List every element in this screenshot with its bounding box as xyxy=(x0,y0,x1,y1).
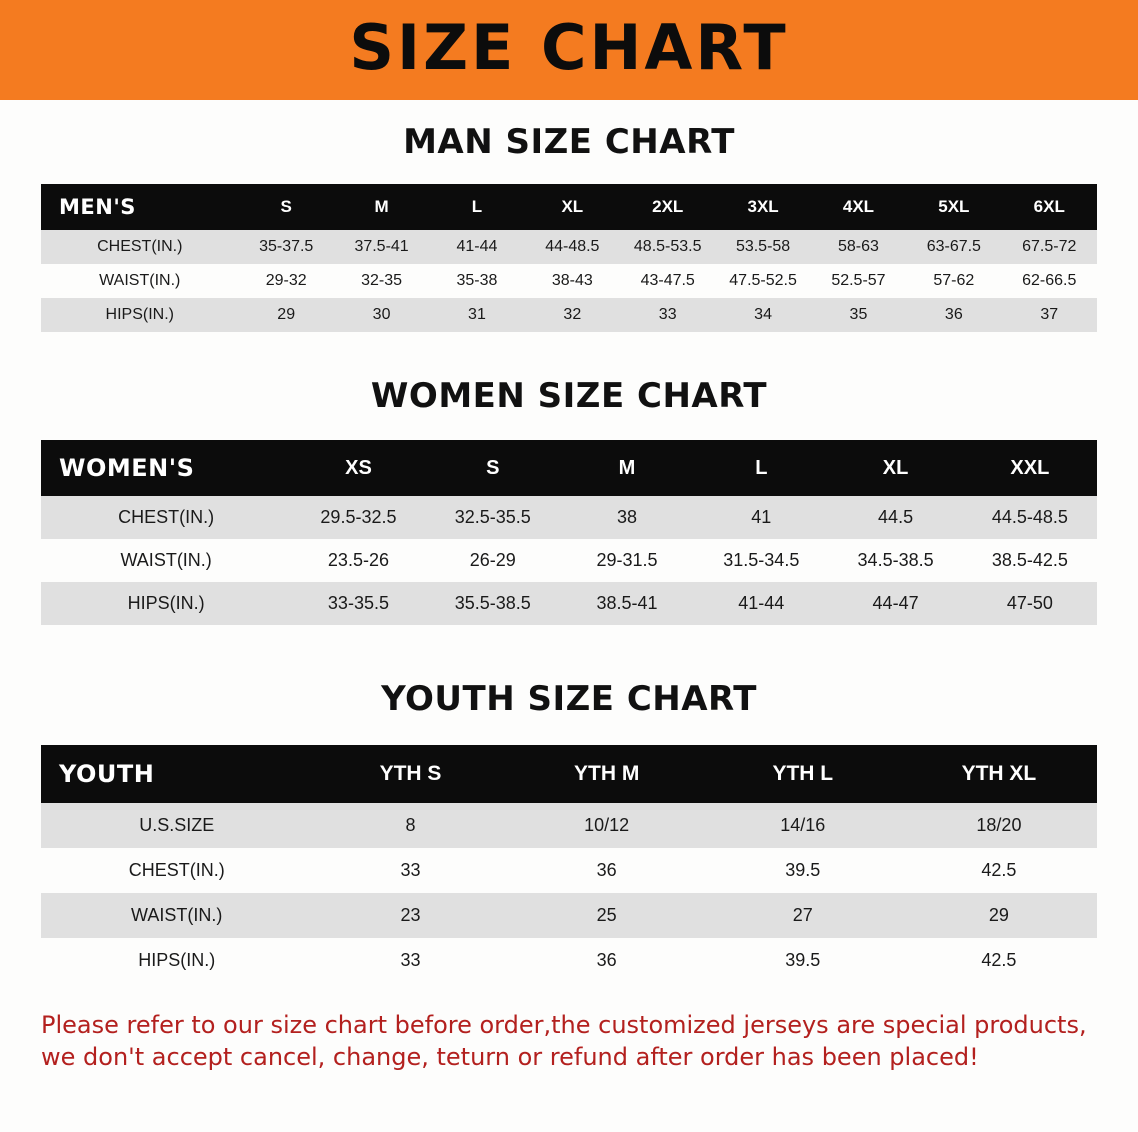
youth-chest-m: 36 xyxy=(509,848,705,893)
men-waist-l: 35-38 xyxy=(429,264,524,298)
men-header-xl: XL xyxy=(525,184,620,230)
women-waist-xl: 34.5-38.5 xyxy=(828,539,962,582)
women-section-heading: WOMEN SIZE CHART xyxy=(370,376,768,416)
youth-chest-xl: 42.5 xyxy=(901,848,1097,893)
table-header-row xyxy=(41,745,1097,803)
women-chest-xl: 44.5 xyxy=(828,496,962,539)
youth-ussize-m: 10/12 xyxy=(509,803,705,848)
youth-header-m: YTH M xyxy=(509,745,705,803)
table-row xyxy=(41,496,1097,539)
men-chest-m: 37.5-41 xyxy=(334,230,429,264)
men-waist-m: 32-35 xyxy=(334,264,429,298)
youth-row-ussize-label: U.S.SIZE xyxy=(41,803,312,848)
women-header-label: WOMEN'S xyxy=(41,440,291,496)
youth-hips-m: 36 xyxy=(509,938,705,983)
men-hips-6xl: 37 xyxy=(1002,298,1097,332)
table-row xyxy=(41,264,1097,298)
women-header-m: M xyxy=(560,440,694,496)
women-hips-l: 41-44 xyxy=(694,582,828,625)
men-header-6xl: 6XL xyxy=(1002,184,1097,230)
youth-waist-xl: 29 xyxy=(901,893,1097,938)
men-header-l: L xyxy=(429,184,524,230)
men-waist-xl: 38-43 xyxy=(525,264,620,298)
disclaimer-line-2: we don't accept cancel, change, teturn or refund after order has been placed! xyxy=(41,1043,979,1072)
women-waist-s: 26-29 xyxy=(426,539,560,582)
youth-section-heading: YOUTH SIZE CHART xyxy=(381,679,757,719)
women-chest-s: 32.5-35.5 xyxy=(426,496,560,539)
women-header-xxl: XXL xyxy=(963,440,1097,496)
women-header-xl: XL xyxy=(828,440,962,496)
men-hips-2xl: 33 xyxy=(620,298,715,332)
men-chest-2xl: 48.5-53.5 xyxy=(620,230,715,264)
table-row xyxy=(41,230,1097,264)
disclaimer-line-1: Please refer to our size chart before order,the customized jerseys are special products, xyxy=(41,1011,1087,1039)
women-hips-xxl: 47-50 xyxy=(963,582,1097,625)
men-waist-5xl: 57-62 xyxy=(906,264,1001,298)
youth-header-l: YTH L xyxy=(705,745,901,803)
youth-row-waist-label: WAIST(IN.) xyxy=(41,893,312,938)
men-header-2xl: 2XL xyxy=(620,184,715,230)
youth-waist-m: 25 xyxy=(509,893,705,938)
women-hips-m: 38.5-41 xyxy=(560,582,694,625)
women-header-l: L xyxy=(694,440,828,496)
women-size-table xyxy=(41,440,1097,625)
youth-ussize-l: 14/16 xyxy=(705,803,901,848)
youth-ussize-s: 8 xyxy=(312,803,508,848)
men-header-m: M xyxy=(334,184,429,230)
men-header-s: S xyxy=(239,184,334,230)
table-row xyxy=(41,539,1097,582)
table-header-row xyxy=(41,440,1097,496)
table-row xyxy=(41,582,1097,625)
youth-row-hips-label: HIPS(IN.) xyxy=(41,938,312,983)
men-chest-3xl: 53.5-58 xyxy=(715,230,810,264)
women-hips-xs: 33-35.5 xyxy=(291,582,425,625)
men-chest-5xl: 63-67.5 xyxy=(906,230,1001,264)
women-row-chest-label: CHEST(IN.) xyxy=(41,496,291,539)
women-waist-xxl: 38.5-42.5 xyxy=(963,539,1097,582)
men-waist-2xl: 43-47.5 xyxy=(620,264,715,298)
youth-hips-xl: 42.5 xyxy=(901,938,1097,983)
men-chest-xl: 44-48.5 xyxy=(525,230,620,264)
men-header-5xl: 5XL xyxy=(906,184,1001,230)
men-header-4xl: 4XL xyxy=(811,184,906,230)
women-chest-xs: 29.5-32.5 xyxy=(291,496,425,539)
women-size-table-wrap xyxy=(41,440,1097,625)
men-header-3xl: 3XL xyxy=(715,184,810,230)
table-row xyxy=(41,298,1097,332)
women-hips-s: 35.5-38.5 xyxy=(426,582,560,625)
youth-size-table xyxy=(41,745,1097,983)
men-row-hips-label: HIPS(IN.) xyxy=(41,298,239,332)
youth-waist-l: 27 xyxy=(705,893,901,938)
men-chest-4xl: 58-63 xyxy=(811,230,906,264)
men-header-label: MEN'S xyxy=(41,184,239,230)
table-header-row xyxy=(41,184,1097,230)
page-banner xyxy=(0,0,1138,100)
women-header-s: S xyxy=(426,440,560,496)
men-chest-6xl: 67.5-72 xyxy=(1002,230,1097,264)
women-row-waist-label: WAIST(IN.) xyxy=(41,539,291,582)
men-waist-3xl: 47.5-52.5 xyxy=(715,264,810,298)
youth-row-chest-label: CHEST(IN.) xyxy=(41,848,312,893)
women-hips-xl: 44-47 xyxy=(828,582,962,625)
table-row xyxy=(41,848,1097,893)
page-title: SIZE CHART xyxy=(349,11,789,84)
table-row xyxy=(41,938,1097,983)
man-size-table-wrap xyxy=(41,184,1097,332)
men-row-waist-label: WAIST(IN.) xyxy=(41,264,239,298)
men-hips-s: 29 xyxy=(239,298,334,332)
men-waist-s: 29-32 xyxy=(239,264,334,298)
men-hips-l: 31 xyxy=(429,298,524,332)
women-chest-m: 38 xyxy=(560,496,694,539)
men-chest-s: 35-37.5 xyxy=(239,230,334,264)
youth-header-s: YTH S xyxy=(312,745,508,803)
men-hips-3xl: 34 xyxy=(715,298,810,332)
youth-header-xl: YTH XL xyxy=(901,745,1097,803)
disclaimer-note xyxy=(41,1009,1097,1074)
youth-hips-l: 39.5 xyxy=(705,938,901,983)
women-waist-l: 31.5-34.5 xyxy=(694,539,828,582)
youth-hips-s: 33 xyxy=(312,938,508,983)
women-waist-m: 29-31.5 xyxy=(560,539,694,582)
men-waist-6xl: 62-66.5 xyxy=(1002,264,1097,298)
table-row xyxy=(41,893,1097,938)
men-hips-xl: 32 xyxy=(525,298,620,332)
women-row-hips-label: HIPS(IN.) xyxy=(41,582,291,625)
men-hips-4xl: 35 xyxy=(811,298,906,332)
women-waist-xs: 23.5-26 xyxy=(291,539,425,582)
table-row xyxy=(41,803,1097,848)
youth-chest-s: 33 xyxy=(312,848,508,893)
man-section-heading: MAN SIZE CHART xyxy=(403,122,735,162)
men-waist-4xl: 52.5-57 xyxy=(811,264,906,298)
youth-waist-s: 23 xyxy=(312,893,508,938)
youth-size-table-wrap xyxy=(41,745,1097,983)
women-chest-xxl: 44.5-48.5 xyxy=(963,496,1097,539)
man-size-table xyxy=(41,184,1097,332)
youth-ussize-xl: 18/20 xyxy=(901,803,1097,848)
men-hips-5xl: 36 xyxy=(906,298,1001,332)
women-header-xs: XS xyxy=(291,440,425,496)
youth-chest-l: 39.5 xyxy=(705,848,901,893)
youth-header-label: YOUTH xyxy=(41,745,312,803)
men-hips-m: 30 xyxy=(334,298,429,332)
men-chest-l: 41-44 xyxy=(429,230,524,264)
women-chest-l: 41 xyxy=(694,496,828,539)
men-row-chest-label: CHEST(IN.) xyxy=(41,230,239,264)
